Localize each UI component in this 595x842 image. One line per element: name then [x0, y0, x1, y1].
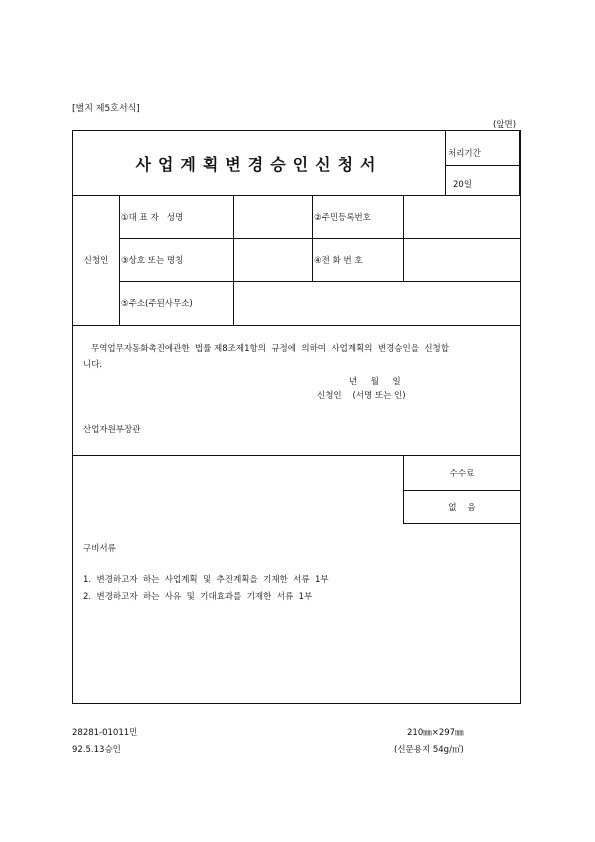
document-item: 2. 변경하고자 하는 사유 및 기대효과를 기재한 서류 1부: [83, 592, 313, 602]
footer-paper: (신문용지 54g/㎡): [394, 745, 464, 755]
footer-approval: 92.5.13승인: [72, 745, 121, 755]
rep-name-field[interactable]: [234, 196, 311, 238]
section-border: [73, 325, 520, 326]
phone-field[interactable]: [404, 239, 519, 281]
applicant-divider: [119, 195, 120, 325]
footer-code: 28281-01011민: [72, 728, 138, 738]
fee-value: 없 음: [448, 503, 476, 513]
signer-line: 신청인 (서명 또는 인): [317, 391, 406, 401]
phone-label: ④전 화 번 호: [314, 255, 363, 266]
document-item: 1. 변경하고자 하는 사업계획 및 추진계획을 기재한 서류 1부: [83, 575, 329, 585]
fee-label: 수수료: [449, 469, 475, 479]
col-border: [312, 195, 313, 281]
address-label: ⑤주소(주된사무소): [121, 299, 193, 309]
rep-name-label: ①대 표 자 성명: [121, 212, 184, 223]
processing-divider: [519, 131, 520, 195]
statement-line-1: 무역업무자동화촉진에관한 법률 제8조제1항의 규정에 의하여 사업계획의 변경승인을 신청합: [91, 344, 449, 354]
title-divider: [445, 131, 446, 195]
trade-name-field[interactable]: [234, 239, 311, 281]
date-line: 년 월 일: [349, 377, 401, 387]
resident-no-label: ②주민등록번호: [314, 212, 371, 223]
page-title: 사업계획변경승인신청서: [135, 154, 383, 174]
address-field[interactable]: [234, 282, 519, 325]
application-form: [72, 130, 521, 704]
trade-name-label: ③상호 또는 명칭: [121, 255, 184, 266]
statement-line-2: 니다.: [83, 360, 103, 370]
resident-no-field[interactable]: [404, 196, 519, 238]
side-label: (앞면): [493, 120, 517, 130]
processing-split: [445, 165, 520, 166]
recipient: 산업자원부장관: [83, 425, 141, 435]
processing-label: 처리기간: [448, 149, 481, 159]
processing-value: 20일: [453, 180, 473, 190]
fee-bottom: [403, 523, 520, 524]
footer-size: 210㎜×297㎜: [407, 728, 464, 738]
applicant-label: 신청인: [83, 256, 109, 266]
documents-heading: 구비서류: [83, 544, 116, 554]
form-id: [별지 제5호서식]: [72, 104, 140, 114]
